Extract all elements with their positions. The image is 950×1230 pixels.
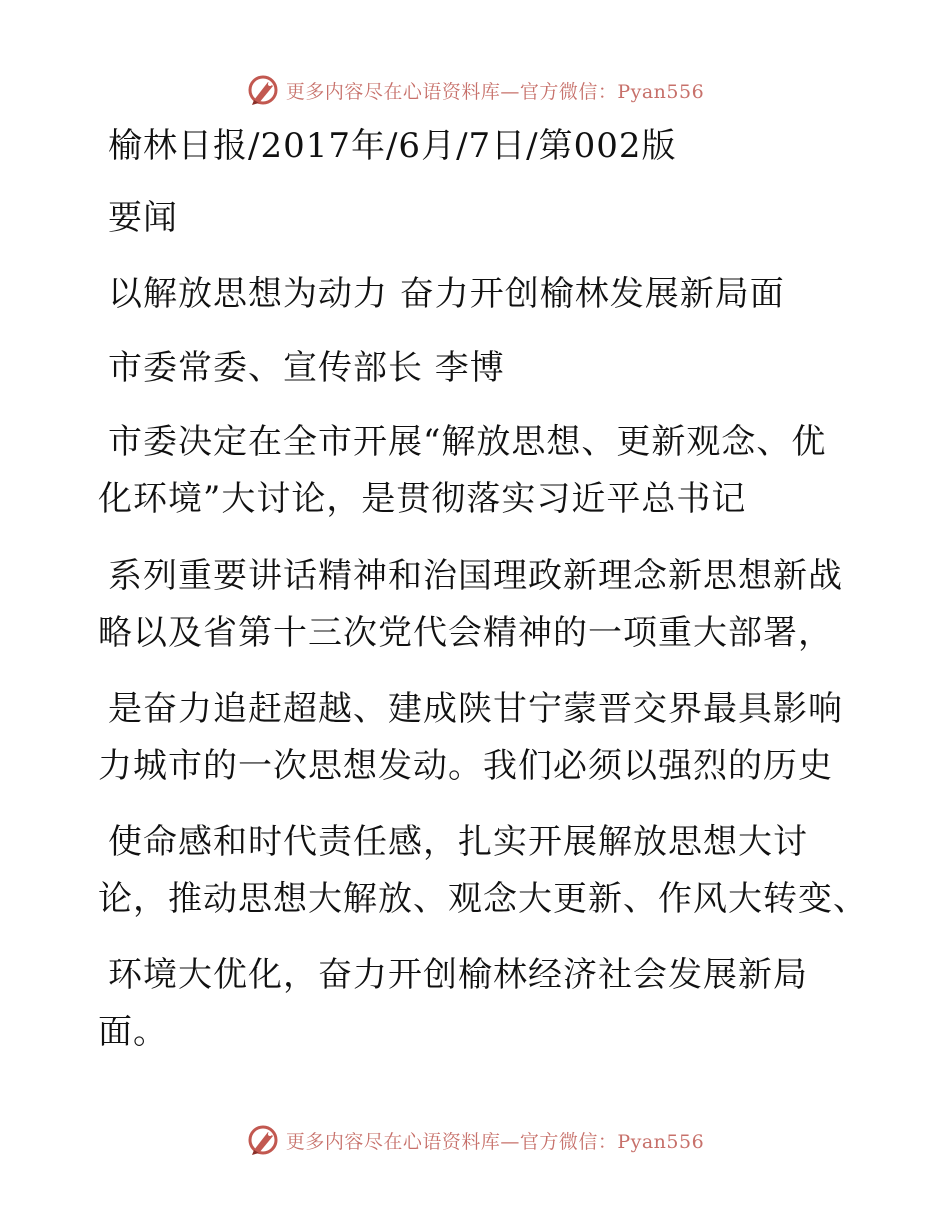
body-text-line: 是奋力追赶超越、建成陕甘宁蒙晋交界最具影响 xyxy=(108,689,843,729)
pen-in-circle-logo-icon xyxy=(246,1123,280,1157)
body-text-line: 化环境”大讨论，是贯彻落实习近平总书记 xyxy=(98,479,747,519)
section-label: 要闻 xyxy=(108,198,178,238)
watermark-footer xyxy=(0,1120,950,1160)
body-text-line: 力城市的一次思想发动。我们必须以强烈的历史 xyxy=(98,746,833,786)
watermark-text: 更多内容尽在心语资料库—官方微信：Pyan556 xyxy=(285,80,705,103)
newspaper-source-line: 榆林日报/2017年/6月/7日/第002版 xyxy=(108,126,677,166)
body-text-line: 论，推动思想大解放、观念大更新、作风大转变、 xyxy=(98,879,868,919)
watermark-text: 更多内容尽在心语资料库—官方微信：Pyan556 xyxy=(285,1130,705,1153)
pen-in-circle-logo-icon xyxy=(246,73,280,107)
watermark-header xyxy=(0,70,950,110)
body-text-line: 系列重要讲话精神和治国理政新理念新思想新战 xyxy=(108,556,843,596)
article-title: 以解放思想为动力 奋力开创榆林发展新局面 xyxy=(108,274,785,314)
body-text-line: 略以及省第十三次党代会精神的一项重大部署， xyxy=(98,613,833,653)
body-text-line: 市委决定在全市开展“解放思想、更新观念、优 xyxy=(108,422,827,462)
article-author: 市委常委、宣传部长 李博 xyxy=(108,348,505,388)
body-text-line: 使命感和时代责任感，扎实开展解放思想大讨 xyxy=(108,822,808,862)
body-text-line: 环境大优化，奋力开创榆林经济社会发展新局 xyxy=(108,955,808,995)
body-text-line: 面。 xyxy=(98,1012,168,1052)
